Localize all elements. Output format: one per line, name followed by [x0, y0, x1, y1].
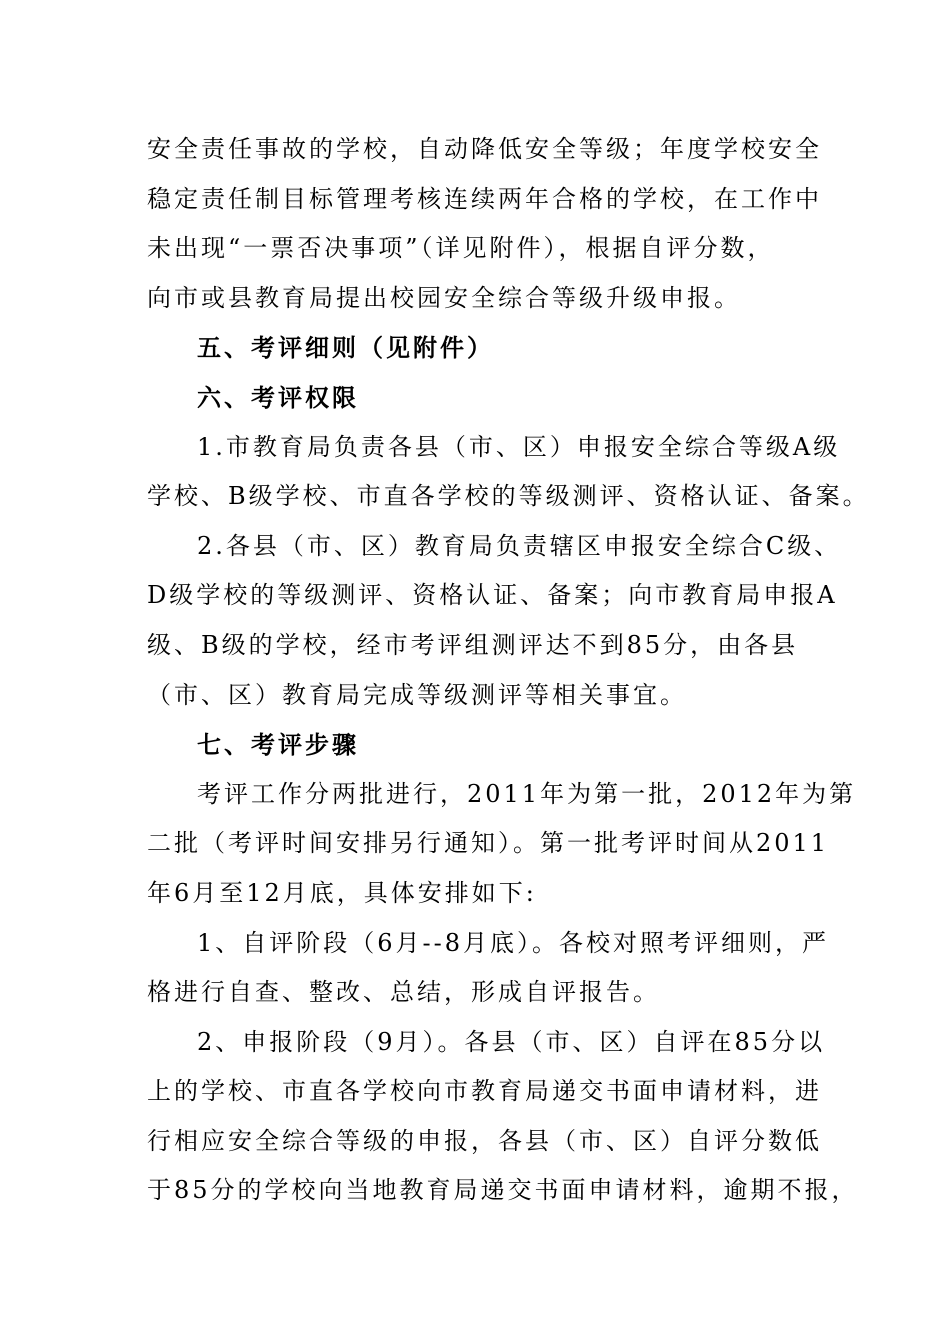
body-line: 二批（考评时间安排另行通知）。第一批考评时间从2011 — [147, 829, 830, 858]
body-line: 安全责任事故的学校，自动降低安全等级；年度学校安全 — [147, 135, 822, 163]
body-line: 未出现“一票否决事项”（详见附件），根据自评分数， — [147, 234, 775, 263]
section-heading-6: 六、考评权限 — [197, 382, 359, 412]
body-line: 向市或县教育局提出校园安全综合等级升级申报。 — [147, 283, 741, 312]
paragraph-start: 1.市教育局负责各县（市、区）申报安全综合等级A级 — [197, 432, 841, 461]
paragraph-start: 考评工作分两批进行，2011年为第一批，2012年为第 — [197, 779, 857, 808]
body-line: 行相应安全综合等级的申报，各县（市、区）自评分数低 — [147, 1126, 822, 1155]
body-line: 上的学校、市直各学校向市教育局递交书面申请材料，进 — [147, 1077, 822, 1106]
paragraph-start: 2、申报阶段（9月）。各县（市、区）自评在85分以 — [197, 1027, 826, 1056]
document-body — [147, 125, 870, 1216]
body-line: 年6月至12月底，具体安排如下: — [147, 878, 537, 907]
body-line: 稳定责任制目标管理考核连续两年合格的学校，在工作中 — [147, 184, 822, 213]
section-heading-7: 七、考评步骤 — [197, 730, 359, 760]
body-line: 级、B级的学校，经市考评组测评达不到85分，由各县 — [147, 630, 799, 659]
body-line: 格进行自查、整改、总结，形成自评报告。 — [147, 978, 660, 1007]
paragraph-start: 1、自评阶段（6月--8月底）。各校对照考评细则，严 — [197, 928, 830, 957]
body-line: 于85分的学校向当地教育局递交书面申请材料，逾期不报， — [147, 1176, 859, 1205]
body-line: 学校、B级学校、市直各学校的等级测评、资格认证、备案。 — [147, 482, 870, 511]
paragraph-start: 2.各县（市、区）教育局负责辖区申报安全综合C级、 — [197, 531, 842, 560]
section-heading-5: 五、考评细则（见附件） — [197, 333, 494, 363]
body-line: （市、区）教育局完成等级测评等相关事宜。 — [147, 680, 687, 709]
body-line: D级学校的等级测评、资格认证、备案；向市教育局申报A — [147, 581, 838, 610]
